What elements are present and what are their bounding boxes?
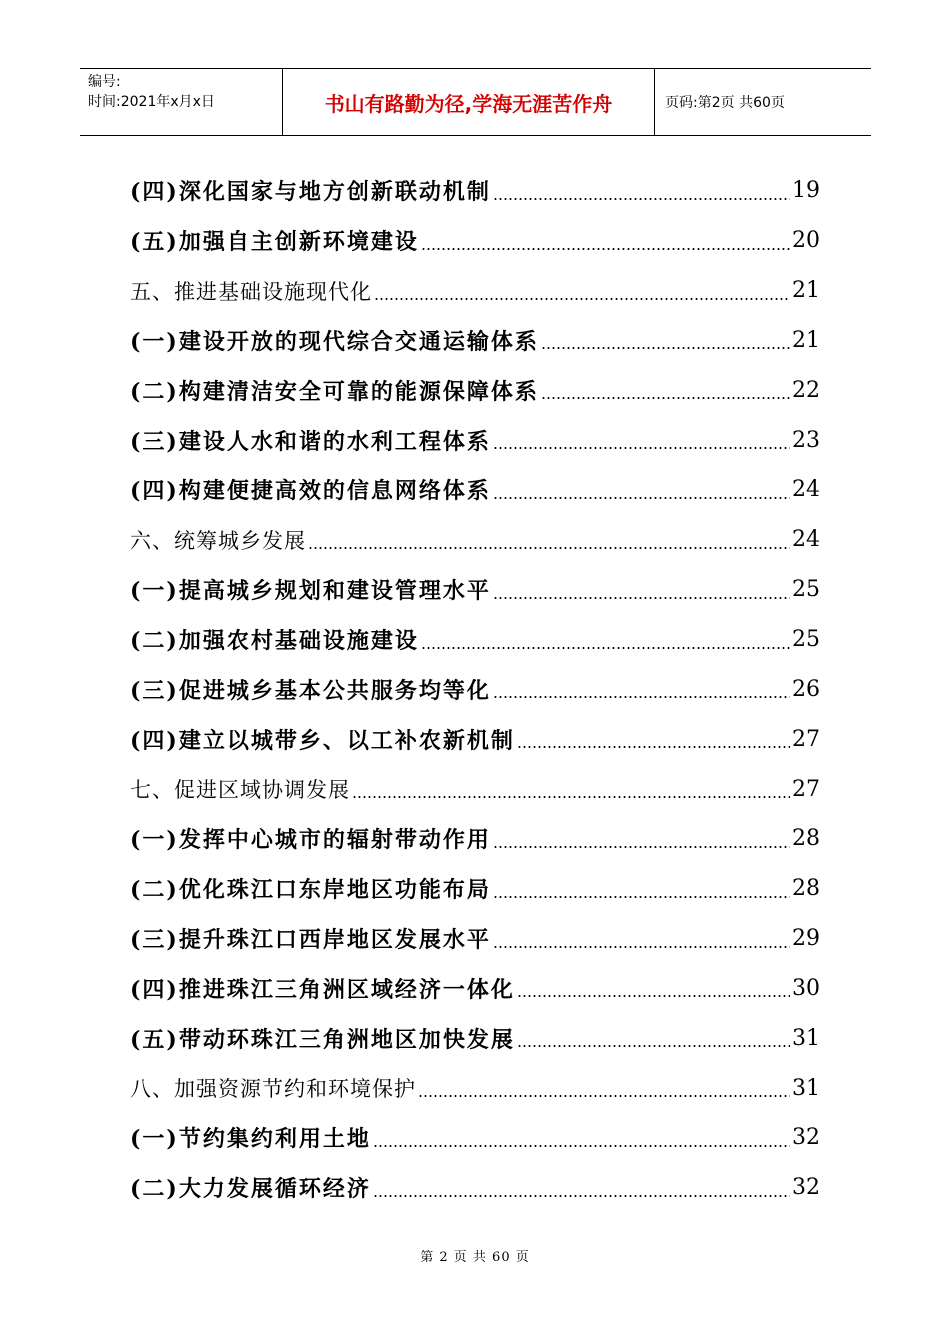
toc-entry-page: 24	[792, 477, 820, 503]
toc-dot-leader	[421, 237, 790, 253]
toc-entry-page: 25	[792, 577, 820, 603]
toc-entry-title: (四)构建便捷高效的信息网络体系	[130, 478, 491, 505]
toc-dot-leader	[517, 1034, 790, 1050]
toc-dot-leader	[493, 835, 790, 851]
toc-entry-page: 21	[792, 327, 820, 353]
toc-entry-page: 25	[792, 627, 820, 653]
toc-entry-title: (四)建立以城带乡、以工补农新机制	[130, 727, 515, 754]
page-footer: 第 2 页 共 60 页	[420, 1250, 530, 1265]
toc-dot-leader	[373, 1184, 790, 1200]
toc-entry-title: (一)建设开放的现代综合交通运输体系	[130, 328, 539, 355]
toc-entry-page: 20	[792, 228, 820, 254]
header-meta	[80, 69, 283, 135]
toc-dot-leader	[352, 785, 790, 801]
toc-dot-leader	[493, 935, 790, 951]
toc-entry[interactable]	[130, 465, 820, 515]
table-of-contents	[130, 166, 820, 1213]
toc-entry-page: 21	[792, 278, 820, 304]
toc-dot-leader	[374, 287, 790, 303]
toc-entry-page: 30	[792, 975, 820, 1001]
header-page-info: 页码:第2页 共60页	[665, 95, 785, 111]
toc-entry-page: 28	[792, 826, 820, 852]
date-label: 时间:2021年x月x日	[88, 94, 215, 110]
toc-entry-page: 31	[792, 1025, 820, 1051]
toc-dot-leader	[541, 336, 790, 352]
toc-entry-page: 26	[792, 676, 820, 702]
toc-dot-leader	[493, 685, 790, 701]
toc-entry-title: (四)深化国家与地方创新联动机制	[130, 179, 491, 206]
toc-entry-title: 五、推进基础设施现代化	[130, 279, 372, 304]
toc-entry-page: 22	[792, 377, 820, 403]
toc-entry-title: (三)建设人水和谐的水利工程体系	[130, 428, 491, 455]
toc-entry-title: (三)提升珠江口西岸地区发展水平	[130, 927, 491, 954]
toc-entry[interactable]	[130, 1013, 820, 1063]
toc-entry-title: (三)促进城乡基本公共服务均等化	[130, 677, 491, 704]
toc-entry[interactable]	[130, 316, 820, 366]
toc-entry-title: (一)发挥中心城市的辐射带动作用	[130, 827, 491, 854]
toc-dot-leader	[493, 486, 790, 502]
toc-dot-leader	[373, 1134, 790, 1150]
toc-entry-page: 32	[792, 1175, 820, 1201]
toc-entry-page: 27	[792, 726, 820, 752]
toc-entry[interactable]	[130, 714, 820, 764]
toc-entry[interactable]	[130, 664, 820, 714]
toc-dot-leader	[517, 984, 790, 1000]
toc-entry-title: (二)大力发展循环经济	[130, 1176, 371, 1203]
toc-entry[interactable]	[130, 1063, 820, 1113]
toc-entry-page: 24	[792, 527, 820, 553]
page-header	[80, 68, 871, 136]
toc-entry[interactable]	[130, 864, 820, 914]
toc-entry-title: (四)推进珠江三角洲区域经济一体化	[130, 976, 515, 1003]
toc-entry[interactable]	[130, 764, 820, 814]
toc-entry[interactable]	[130, 814, 820, 864]
toc-entry-title: 八、加强资源节约和环境保护	[130, 1077, 416, 1102]
toc-entry[interactable]	[130, 365, 820, 415]
toc-entry[interactable]	[130, 565, 820, 615]
toc-entry-title: (一)提高城乡规划和建设管理水平	[130, 578, 491, 605]
header-motto: 书山有路勤为径,学海无涯苦作舟	[283, 69, 655, 135]
toc-entry-page: 27	[792, 776, 820, 802]
toc-dot-leader	[541, 386, 790, 402]
toc-dot-leader	[421, 636, 790, 652]
toc-entry[interactable]	[130, 914, 820, 964]
toc-entry[interactable]	[130, 216, 820, 266]
toc-dot-leader	[493, 885, 790, 901]
toc-entry[interactable]	[130, 964, 820, 1014]
toc-entry[interactable]	[130, 266, 820, 316]
toc-entry-title: 六、统筹城乡发展	[130, 528, 306, 553]
toc-entry-page: 29	[792, 926, 820, 952]
toc-entry-page: 23	[792, 427, 820, 453]
toc-entry[interactable]	[130, 615, 820, 665]
toc-entry[interactable]	[130, 415, 820, 465]
toc-entry-page: 19	[792, 178, 820, 204]
toc-entry-title: (二)构建清洁安全可靠的能源保障体系	[130, 378, 539, 405]
toc-entry-page: 28	[792, 876, 820, 902]
toc-dot-leader	[517, 735, 790, 751]
toc-dot-leader	[493, 586, 790, 602]
toc-entry[interactable]	[130, 1163, 820, 1213]
toc-dot-leader	[493, 436, 790, 452]
toc-entry[interactable]	[130, 166, 820, 216]
toc-entry-page: 32	[792, 1125, 820, 1151]
toc-dot-leader	[493, 187, 790, 203]
toc-entry-title: 七、促进区域协调发展	[130, 778, 350, 803]
toc-entry-title: (二)优化珠江口东岸地区功能布局	[130, 877, 491, 904]
toc-entry-title: (五)加强自主创新环境建设	[130, 229, 419, 256]
toc-entry-title: (五)带动环珠江三角洲地区加快发展	[130, 1026, 515, 1053]
toc-entry[interactable]	[130, 1113, 820, 1163]
serial-label: 编号:	[88, 74, 121, 90]
toc-entry-title: (一)节约集约利用土地	[130, 1126, 371, 1153]
toc-dot-leader	[308, 536, 790, 552]
toc-entry-title: (二)加强农村基础设施建设	[130, 628, 419, 655]
toc-dot-leader	[418, 1084, 790, 1100]
toc-entry-page: 31	[792, 1075, 820, 1101]
toc-entry[interactable]	[130, 515, 820, 565]
